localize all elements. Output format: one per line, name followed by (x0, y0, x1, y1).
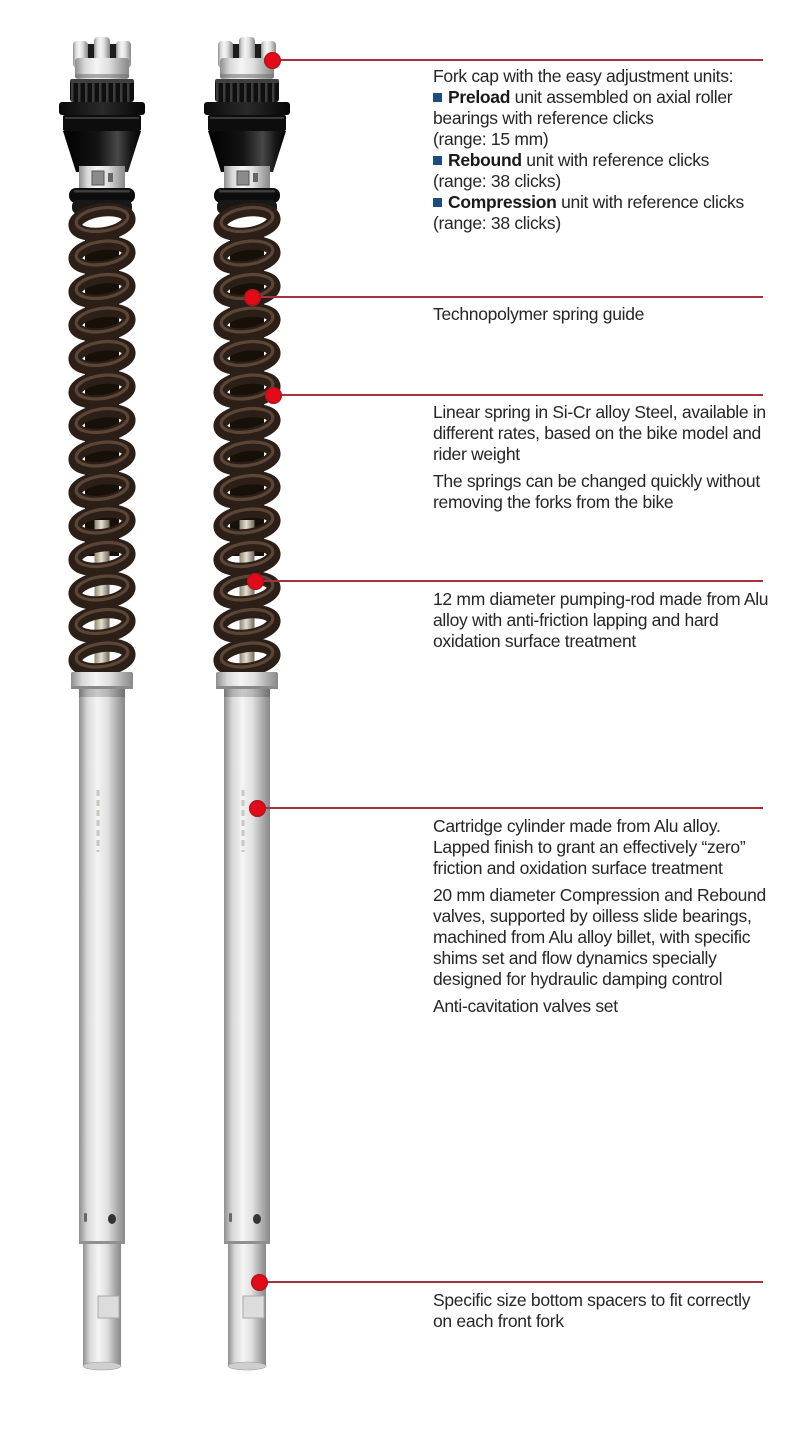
leader-line-bottom-spacers (259, 1281, 763, 1283)
leader-line-cartridge (257, 807, 763, 809)
leader-dot-fork-cap (264, 52, 281, 69)
leader-line-linear-spring (273, 394, 763, 396)
callout-paragraph: Specific size bottom spacers to fit correctly on each front fork (433, 1290, 751, 1331)
callout-paragraph: The springs can be changed quickly without removing the forks from the bike (433, 471, 760, 512)
fork-illustration-right (204, 37, 290, 1370)
callout-text-bottom-spacers (433, 1290, 773, 1332)
bullet-range: (range: 15 mm) (433, 129, 549, 149)
callout-paragraph: 20 mm diameter Compression and Rebound valves, supported by oilless slide bearings, machined from Alu alloy billet, with specific shims set and flow dynamics specially designed for hydraulic damping control (433, 885, 766, 989)
bullet-square-icon (433, 198, 442, 207)
leader-dot-cartridge (249, 800, 266, 817)
callout-paragraph: Anti-cavitation valves set (433, 996, 618, 1016)
leader-dot-pumping-rod (247, 573, 264, 590)
bullet-bold-label: Rebound (448, 150, 522, 170)
bullet-text: unit assembled on axial roller bearings with reference clicks (433, 87, 733, 128)
bullet-square-icon (433, 93, 442, 102)
leader-dot-linear-spring (265, 387, 282, 404)
leader-line-spring-guide (252, 296, 763, 298)
bullet-text: unit with reference clicks (521, 150, 710, 170)
bullet-bold-label: Compression (448, 192, 557, 212)
bullet-bold-label: Preload (448, 87, 511, 107)
leader-dot-bottom-spacers (251, 1274, 268, 1291)
callout-paragraph: Linear spring in Si-Cr alloy Steel, available in different rates, based on the bike model and rider weight (433, 402, 766, 464)
callout-text-cartridge (433, 816, 773, 1017)
callout-paragraph: Cartridge cylinder made from Alu alloy. Lapped finish to grant an effectively “zero” friction and oxidation surface treatment (433, 816, 746, 878)
callout-text-spring-guide (433, 304, 773, 325)
callout-paragraph: Technopolymer spring guide (433, 304, 645, 324)
callout-bullet-compression (433, 192, 773, 213)
bullet-range: (range: 38 clicks) (433, 213, 561, 233)
bullet-text: unit with reference clicks (556, 192, 744, 212)
leader-dot-spring-guide (244, 289, 261, 306)
fork-illustration-left (59, 37, 145, 1370)
callout-paragraph: 12 mm diameter pumping-rod made from Alu alloy with anti-friction lapping and hard oxidation surface treatment (433, 589, 769, 651)
leader-line-fork-cap (272, 59, 763, 61)
leader-line-pumping-rod (255, 580, 763, 582)
callout-text-fork-cap (433, 66, 773, 234)
callout-bullet-rebound (433, 150, 773, 171)
callout-intro: Fork cap with the easy adjustment units: (433, 66, 734, 86)
bullet-square-icon (433, 156, 442, 165)
callout-text-linear-spring (433, 402, 773, 513)
callout-text-pumping-rod (433, 589, 773, 652)
callout-bullet-preload (433, 87, 773, 129)
bullet-range: (range: 38 clicks) (433, 171, 561, 191)
